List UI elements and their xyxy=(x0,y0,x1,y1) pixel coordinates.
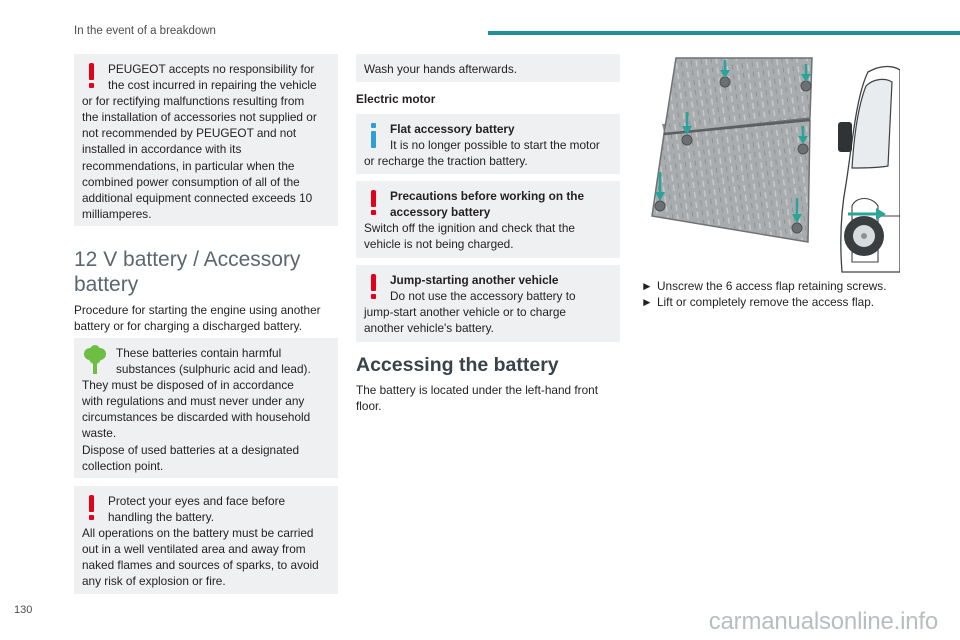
warning-icon xyxy=(364,188,386,218)
text-line: naked flames and sources of sparks, to avoid xyxy=(82,558,319,573)
text-line: jump-start another vehicle or to charge xyxy=(364,305,566,320)
text-line: milliamperes. xyxy=(82,206,152,221)
text-line: Wash your hands afterwards. xyxy=(364,62,517,76)
text-line: PEUGEOT accepts no responsibility for xyxy=(108,62,315,76)
section-title-line: 12 V battery / Accessory xyxy=(74,248,301,271)
text-line: It is no longer possible to start the motor xyxy=(390,138,600,153)
page-number: 130 xyxy=(14,604,33,616)
environment-box xyxy=(74,338,338,478)
text-line: or for rectifying malfunctions resulting from xyxy=(82,94,305,109)
warning-icon xyxy=(364,272,386,302)
text-line: the installation of accessories not supplied or xyxy=(82,110,317,125)
warning-box-jump-start xyxy=(356,265,620,342)
text-line: installed in accordance with its xyxy=(82,142,242,157)
box-title: accessory battery xyxy=(390,205,491,220)
instruction-steps xyxy=(640,278,886,310)
subheading-electric-motor: Electric motor xyxy=(356,92,436,106)
section-title-accessing: Accessing the battery xyxy=(356,354,559,376)
info-icon xyxy=(364,121,386,151)
warning-icon xyxy=(82,61,104,91)
text-line: These batteries contain harmful xyxy=(116,346,282,360)
step-item xyxy=(640,294,886,310)
box-title: Precautions before working on the xyxy=(390,189,585,203)
running-header: In the event of a breakdown xyxy=(74,25,216,37)
accessing-paragraph xyxy=(356,382,626,414)
text-line: substances (sulphuric acid and lead). xyxy=(116,362,311,377)
text-line: the cost incurred in repairing the vehicle xyxy=(108,78,317,93)
intro-paragraph xyxy=(74,302,344,334)
text-line: Protect your eyes and face before xyxy=(108,494,286,508)
recycle-tree-icon xyxy=(82,345,112,375)
step-marker: ► xyxy=(641,279,653,293)
info-box-flat-battery xyxy=(356,114,620,174)
box-title: Jump-starting another vehicle xyxy=(390,273,559,287)
text-line: recommendations, in particular when the xyxy=(82,158,295,173)
text-line: another vehicle's battery. xyxy=(364,321,494,336)
step-item xyxy=(640,278,886,294)
step-text: Lift or completely remove the access flap. xyxy=(657,295,875,310)
step-text: Unscrew the 6 access flap retaining screws. xyxy=(657,279,887,293)
text-line: circumstances be discarded with household xyxy=(82,410,311,425)
text-line: waste. xyxy=(82,426,117,441)
warning-box-responsibility xyxy=(74,54,338,226)
warning-box-precautions xyxy=(356,181,620,258)
watermark: carmanualsonline.info xyxy=(708,608,938,635)
box-title: Flat accessory battery xyxy=(390,122,515,136)
text-line: combined power consumption of all of the xyxy=(82,174,300,189)
floor-access-flap-illustration xyxy=(642,56,900,274)
text-line: collection point. xyxy=(82,458,164,473)
text-line: Do not use the accessory battery to xyxy=(390,289,576,304)
text-line: The battery is located under the left-hand front xyxy=(356,383,598,397)
text-line: or recharge the traction battery. xyxy=(364,154,528,169)
text-line: additional equipment connected exceeds 10 xyxy=(82,190,313,205)
text-line: Procedure for starting the engine using another xyxy=(74,303,321,317)
text-line: with regulations and must never under any xyxy=(82,394,305,409)
text-line: not recommended by PEUGEOT and not xyxy=(82,126,297,141)
step-marker: ► xyxy=(641,295,653,310)
text-line: handling the battery. xyxy=(108,510,215,525)
text-line: vehicle is not being charged. xyxy=(364,237,514,252)
text-line: They must be disposed of in accordance xyxy=(82,378,294,393)
text-line: All operations on the battery must be carried xyxy=(82,526,314,541)
text-line: out in a well ventilated area and away from xyxy=(82,542,306,557)
text-line: Switch off the ignition and check that the xyxy=(364,221,575,236)
header-accent-bar xyxy=(488,31,960,35)
section-title-battery xyxy=(74,247,300,297)
warning-box-protect xyxy=(74,486,338,594)
text-line: Dispose of used batteries at a designated xyxy=(82,442,300,457)
section-title-line: battery xyxy=(74,273,139,296)
text-line: any risk of explosion or fire. xyxy=(82,574,226,589)
text-line: battery or for charging a discharged battery. xyxy=(74,319,302,334)
text-line: floor. xyxy=(356,399,382,414)
note-box-wash xyxy=(356,54,620,82)
warning-icon xyxy=(82,493,104,523)
